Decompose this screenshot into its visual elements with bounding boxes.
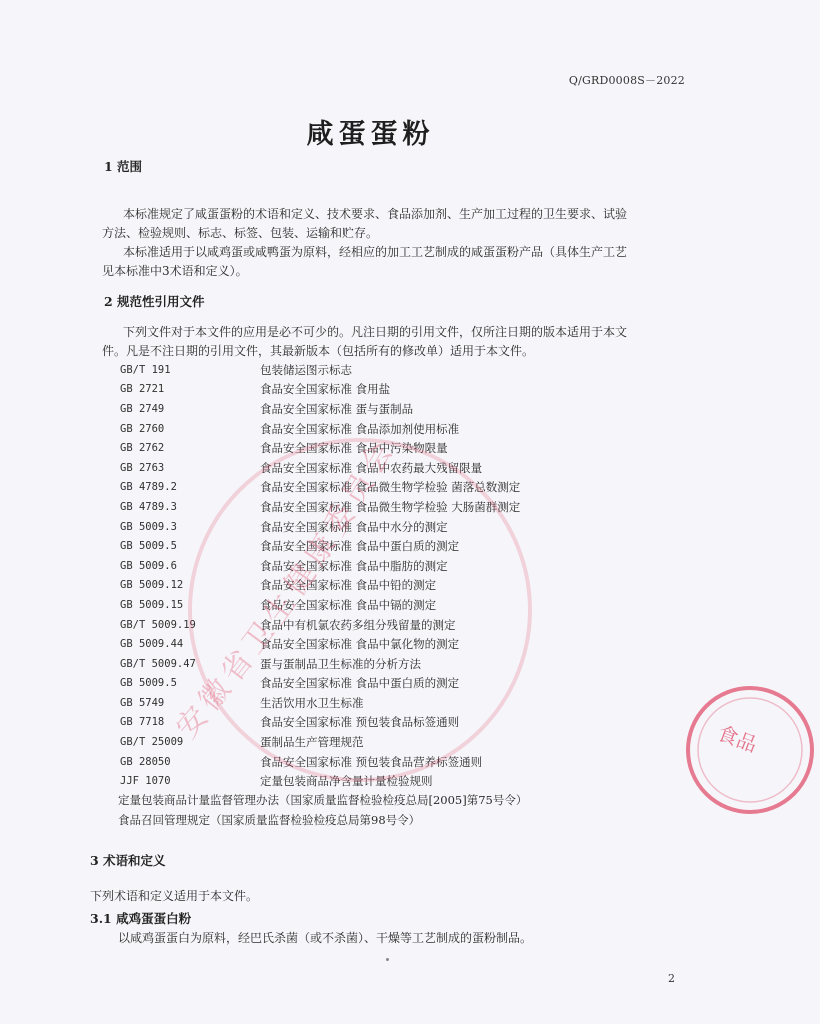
reference-row	[120, 399, 680, 419]
reference-row	[120, 536, 680, 556]
company-stamp	[680, 680, 820, 820]
reference-row	[120, 595, 680, 615]
reference-code: GB 2721	[120, 383, 165, 396]
reference-row	[120, 419, 680, 439]
reference-code: GB 5009.5	[120, 540, 177, 553]
reference-name: 食品安全国家标准 预包装食品标签通则	[260, 715, 460, 730]
reference-row	[120, 517, 680, 537]
reference-name: 食品安全国家标准 食品中污染物限量	[260, 441, 448, 456]
reference-name: 食品安全国家标准 预包装食品营养标签通则	[260, 754, 483, 769]
reference-row	[120, 360, 680, 380]
term-3-1-definition: 以咸鸡蛋蛋白为原料，经巴氏杀菌（或不杀菌）、干燥等工艺制成的蛋粉制品。	[118, 931, 533, 945]
reference-code: GB 5009.3	[120, 520, 177, 533]
section-1-paragraph-2-line-2: 见本标准中3术语和定义）。	[102, 264, 248, 278]
section-2-heading: 2 规范性引用文件	[104, 294, 205, 309]
regulation-item: 食品召回管理规定（国家质量监督检验检疫总局第98号令）	[118, 813, 421, 827]
reference-code: GB 2749	[120, 402, 165, 415]
reference-code: GB/T 25009	[120, 736, 184, 749]
page-number: 2	[668, 972, 675, 985]
reference-name: 食品安全国家标准 食品中铅的测定	[260, 578, 437, 593]
document-title: 咸蛋蛋粉	[306, 119, 435, 150]
reference-name: 食品安全国家标准 食品中农药最大残留限量	[260, 460, 483, 475]
regulation-item: 定量包装商品计量监督管理办法（国家质量监督检验检疫总局[2005]第75号令）	[118, 793, 528, 807]
section-3-intro: 下列术语和定义适用于本文件。	[90, 889, 259, 903]
section-1-paragraph-1-line-2: 方法、检验规则、标志、标签、包装、运输和贮存。	[102, 226, 379, 240]
reference-code: GB 5009.5	[120, 677, 177, 690]
reference-code: JJF 1070	[120, 775, 171, 788]
section-1-paragraph-2-line-1: 本标准适用于以咸鸡蛋或咸鸭蛋为原料，经相应的加工工艺制成的咸蛋蛋粉产品（具体生产工艺	[123, 245, 628, 259]
regulation-list	[118, 792, 698, 832]
reference-name: 食品安全国家标准 食品中氯化物的测定	[260, 637, 460, 652]
reference-name: 蛋与蛋制品卫生标准的分析方法	[260, 656, 421, 671]
reference-code: GB 5009.44	[120, 638, 184, 651]
reference-code: GB 2762	[120, 442, 165, 455]
reference-name: 食品中有机氯农药多组分残留量的测定	[260, 617, 456, 632]
reference-row	[120, 693, 680, 713]
reference-row	[120, 615, 680, 635]
reference-row	[120, 576, 680, 596]
reference-code: GB/T 5009.19	[120, 618, 196, 631]
reference-name: 食品安全国家标准 食品中脂肪的测定	[260, 558, 448, 573]
reference-name: 食品安全国家标准 食品中水分的测定	[260, 519, 448, 534]
reference-name: 食品安全国家标准 食用盐	[260, 382, 391, 397]
reference-row	[120, 634, 680, 654]
reference-code: GB 5009.15	[120, 598, 184, 611]
reference-code: GB 5009.6	[120, 559, 177, 572]
section-3-heading: 3 术语和定义	[90, 853, 166, 868]
reference-name: 生活饮用水卫生标准	[260, 695, 364, 710]
section-2-paragraph-line-1: 下列文件对于本文件的应用是必不可少的。凡注日期的引用文件，仅所注日期的版本适用于本文	[123, 325, 628, 339]
reference-code: GB 28050	[120, 755, 171, 768]
reference-code: GB 5749	[120, 696, 165, 709]
section-2-paragraph-line-2: 件。凡是不注日期的引用文件，其最新版本（包括所有的修改单）适用于本文件。	[102, 344, 535, 358]
reference-code: GB 4789.3	[120, 500, 177, 513]
reference-row	[120, 732, 680, 752]
reference-name: 食品安全国家标准 食品添加剂使用标准	[260, 421, 460, 436]
reference-row	[120, 380, 680, 400]
reference-code: GB/T 191	[120, 363, 171, 376]
reference-row	[120, 497, 680, 517]
reference-row	[120, 556, 680, 576]
reference-name: 食品安全国家标准 食品微生物学检验 菌落总数测定	[260, 480, 521, 495]
reference-row	[120, 674, 680, 694]
reference-row	[120, 458, 680, 478]
reference-row	[120, 478, 680, 498]
reference-name: 食品安全国家标准 蛋与蛋制品	[260, 401, 414, 416]
reference-code: GB 4789.2	[120, 481, 177, 494]
reference-code: GB 2763	[120, 461, 165, 474]
reference-row	[120, 654, 680, 674]
speck-mark	[386, 958, 389, 961]
reference-row	[120, 438, 680, 458]
reference-name: 食品安全国家标准 食品微生物学检验 大肠菌群测定	[260, 499, 521, 514]
reference-code: GB/T 5009.47	[120, 657, 196, 670]
standard-code: Q/GRD0008S－2022	[568, 74, 685, 87]
reference-code: GB 2760	[120, 422, 165, 435]
reference-code: GB 7718	[120, 716, 165, 729]
reference-row	[120, 752, 680, 772]
reference-name: 食品安全国家标准 食品中蛋白质的测定	[260, 539, 460, 554]
reference-name: 蛋制品生产管理规范	[260, 735, 364, 750]
reference-name: 定量包装商品净含量计量检验规则	[260, 774, 433, 789]
svg-text:安徽省卫生健康委员会: 安徽省卫生健康委员会	[170, 432, 402, 745]
reference-name: 食品安全国家标准 食品中蛋白质的测定	[260, 676, 460, 691]
reference-row	[120, 713, 680, 733]
reference-name: 食品安全国家标准 食品中镉的测定	[260, 597, 437, 612]
svg-text:食品: 食品	[714, 722, 760, 758]
normative-reference-list	[120, 360, 680, 791]
reference-row	[120, 771, 680, 791]
term-3-1-heading: 3.1 咸鸡蛋蛋白粉	[90, 911, 192, 926]
section-1-paragraph-1-line-1: 本标准规定了咸蛋蛋粉的术语和定义、技术要求、食品添加剂、生产加工过程的卫生要求、试验	[123, 207, 628, 221]
section-1-heading: 1 范围	[104, 159, 143, 174]
reference-name: 包装储运图示标志	[260, 362, 352, 377]
reference-code: GB 5009.12	[120, 579, 184, 592]
